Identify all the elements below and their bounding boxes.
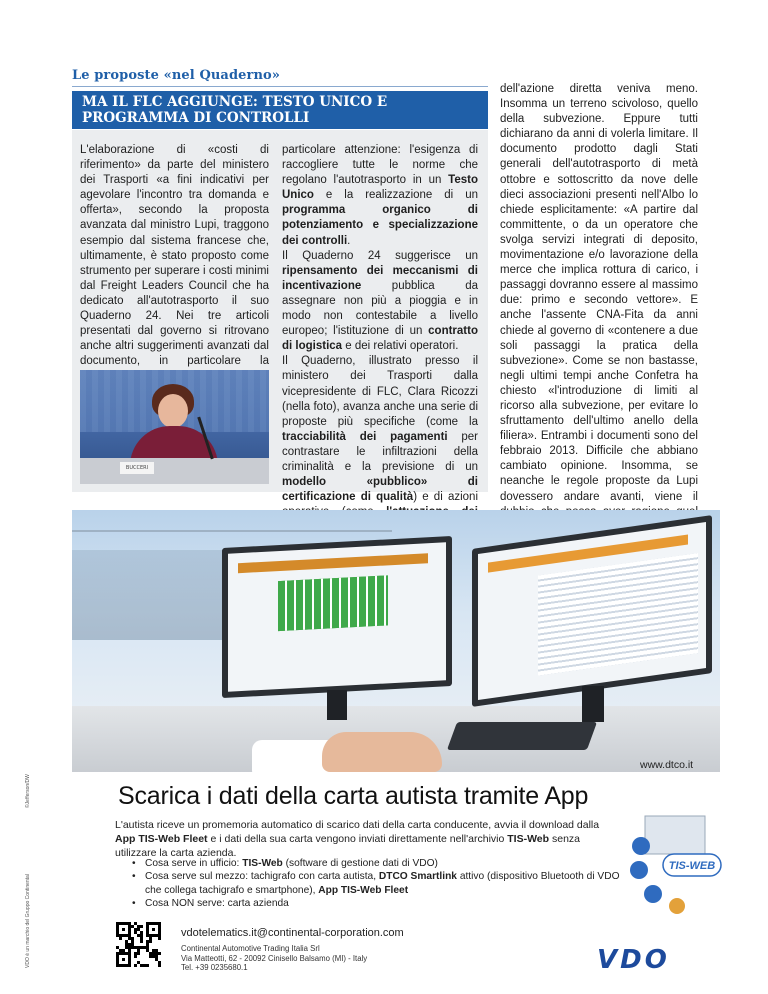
photo-credit: ©Jefferson/DW xyxy=(25,774,31,808)
article-headline: MA IL FLC AGGIUNGE: TESTO UNICO E PROGRAMMA DI CONTROLLI xyxy=(72,91,488,129)
list-item: • Cosa serve in ufficio: TIS-Web (software di gestione dati di VDO) xyxy=(132,857,620,870)
photo-clara-ricozzi xyxy=(80,370,269,484)
company-address: Via Matteotti, 62 - 20092 Cinisello Balsamo (MI) - Italy xyxy=(181,953,368,963)
ad-photo-office-monitors xyxy=(72,510,720,772)
company-phone: Tel. +39 0235680.1 xyxy=(181,963,248,973)
cart-icon xyxy=(632,837,650,855)
list-item: • Cosa serve sul mezzo: tachigrafo con carta autista, DTCO Smartlink attivo (dispositivo Bluetooth di VDO che collega tachigrafo e smartphone), App TIS-Web Fleet xyxy=(132,870,620,897)
trademark-note: VDO è un marchio del Gruppo Continental xyxy=(25,874,31,968)
monitor-left xyxy=(222,536,452,698)
kicker-divider xyxy=(72,86,488,87)
tis-web-badge: TIS-WEB xyxy=(668,860,716,872)
list-item: • Cosa NON serve: carta azienda xyxy=(132,897,620,910)
dtco-website-link[interactable]: www.dtco.it xyxy=(640,759,694,771)
ad-headline: Scarica i dati della carta autista tramite App xyxy=(118,782,589,810)
tis-web-graphic xyxy=(625,808,725,916)
monitor-right xyxy=(472,515,712,707)
article-kicker: Le proposte «nel Quaderno» xyxy=(72,68,280,83)
phone-icon xyxy=(669,898,685,914)
contact-email-link[interactable]: vdotelematics.it@continental-corporation.com xyxy=(181,927,404,939)
contact-details xyxy=(181,944,367,973)
vdo-logo: VDO xyxy=(597,945,670,975)
article-column-2: particolare attenzione: l'esigenza di raccogliere tutte le norme che regolano l'autotrasporto in un Testo Unico e la realizzazione di un programma organico di potenziamento e specializzazione dei controlli. Il Quaderno 24 suggerisce un ripensamento dei meccanismi di incentivazione pubblica da assegnare non più a pioggia e in modo non contestabile a livello europeo; l'istituzione di un contratto di logistica e dei relativi operatori. Il Quaderno, illustrato presso il ministero dei Trasporti dalla vicepresidente di FLC, Clara Ricozzi (nella foto), avanza anche una serie di proposte più specifiche (come la tracciabilità dei pagamenti per contrastare le infiltrazioni della criminalità e la previsione di un modello «pubblico» di certificazione di qualità) e di azioni xyxy=(282,144,479,504)
photo-nameplate: BUCCERI xyxy=(120,462,154,474)
keyboard xyxy=(447,722,597,750)
dollar-icon xyxy=(630,861,648,879)
ad-intro: L'autista riceve un promemoria automatico di scarico dati della carta conducente, avvia il download dalla App TIS-Web Fleet e i dati della sua carta vengono inviati direttamente nell'archivio TIS-Web senza utilizzare la carta azienda. xyxy=(115,819,600,859)
truck-icon xyxy=(644,885,662,903)
column-1-text: L'elaborazione di «costi di riferimento» da parte del ministero dei Trasporti «a fini indicativi per agevolare l'incontro tra domanda e offerta», secondo la proposta avanzata dal ministro Lupi, traggono esempio dal sistema francese che, ultimamente, è stato proposto come strumento per superare i costi minimi dal Freight Leaders Council che ha dedicato all'autotrasporto il suo Quaderno 24. Nei tre articoli presentati dal governo si ritrovano anche altri suggerimenti avanzati dal documento, in particolare la xyxy=(80,144,269,368)
ad-requirements-list xyxy=(132,857,620,911)
company-name: Continental Automotive Trading Italia Srl xyxy=(181,944,320,953)
column-3-text: dell'azione diretta veniva meno. Insomma un terreno scivoloso, quello della subvezione. Eppure tutti dichiarano da anni di volerla limitare. Il documento prodotto dagli Stati generali dell'autotrasporto di metà ottobre e sottoscritto da nove delle dieci associazioni presenti nell'Albo lo chiede esplicitamente: «A partire dal committente, o da un operatore che svolga servizi integrati di deposito, movimentazione e/o lavorazione della merce che implica rottura di carico, i passaggi dovranno essere al massimo due: primo e secondo vettore». E anche l'assente CNA-Fita da anni chiede al governo di «contenere a due soli passaggi la pratica della subvezione». Come se non bastasse, negli ultimi tempi anche Confetra ha chiesto «l'introduzione di limiti al ricorso alla subvezione, per evitare lo sfruttamento dell'ultimo anello della filiera». Entrambi i documenti sono del febbraio 2013. Difficile che abbiano cambiato opinione. Insomma, se neanche le regole proposte da Lupi dovessero andare avanti, viene il xyxy=(500,83,698,503)
qr-code[interactable] xyxy=(116,922,161,967)
